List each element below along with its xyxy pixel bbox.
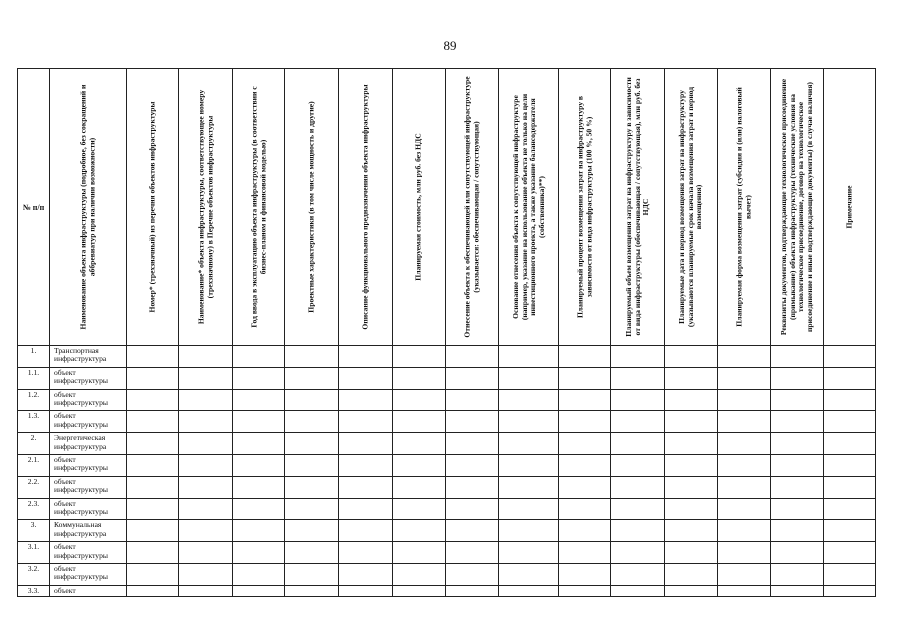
header-cell: [339, 69, 393, 346]
empty-cell: [665, 346, 718, 368]
empty-cell: [559, 454, 611, 476]
empty-cell: [718, 476, 771, 498]
empty-cell: [771, 520, 824, 542]
empty-cell: [339, 563, 393, 585]
header-text: Примечание: [844, 185, 854, 229]
header-text: Планируемая стоимость, млн руб. без НДС: [413, 133, 423, 281]
empty-cell: [718, 411, 771, 433]
header-cell: [771, 69, 824, 346]
empty-cell: [611, 585, 665, 596]
row-name: объект инфраструктуры: [50, 542, 127, 564]
empty-cell: [339, 454, 393, 476]
empty-cell: [718, 563, 771, 585]
empty-cell: [611, 411, 665, 433]
header-cell: [446, 69, 499, 346]
empty-cell: [339, 542, 393, 564]
empty-cell: [393, 389, 446, 411]
empty-cell: [179, 563, 233, 585]
empty-cell: [499, 346, 559, 368]
empty-cell: [233, 498, 285, 520]
empty-cell: [285, 585, 339, 596]
empty-cell: [233, 411, 285, 433]
table-row: [18, 563, 876, 585]
header-text: Год ввода в эксплуатацию объекта инфраструктуры (в соответствии с бизнес-планом и финансовой моделью): [248, 86, 267, 328]
header-text: Описание функционального предназначения объекта инфраструктуры: [360, 84, 370, 330]
empty-cell: [127, 498, 179, 520]
empty-cell: [127, 476, 179, 498]
empty-cell: [499, 367, 559, 389]
empty-cell: [127, 520, 179, 542]
empty-cell: [285, 433, 339, 455]
empty-cell: [771, 389, 824, 411]
empty-cell: [285, 346, 339, 368]
empty-cell: [499, 520, 559, 542]
empty-cell: [393, 542, 446, 564]
header-text: Основание отнесения объекта к сопутствующей инфраструктуре (например, указание на использование объекта не только на цели инвестиционного проекта, а также указание балансодержателя (собственника)**): [510, 93, 546, 321]
header-cell: [665, 69, 718, 346]
empty-cell: [339, 411, 393, 433]
empty-cell: [179, 433, 233, 455]
header-num-text: № п/п: [22, 202, 45, 212]
empty-cell: [611, 346, 665, 368]
empty-cell: [665, 411, 718, 433]
empty-cell: [559, 498, 611, 520]
empty-cell: [665, 542, 718, 564]
empty-cell: [771, 476, 824, 498]
table-row: [18, 585, 876, 596]
empty-cell: [179, 346, 233, 368]
empty-cell: [718, 367, 771, 389]
empty-cell: [824, 498, 876, 520]
empty-cell: [718, 520, 771, 542]
row-number: 2.2.: [18, 476, 50, 498]
header-text: Планируемый объем возмещения затрат на инфраструктуру в зависимости от вида инфраструктуры (обеспечивающая / сопутствующая), млн руб. без НДС: [623, 77, 650, 337]
empty-cell: [127, 389, 179, 411]
row-number: 1.3.: [18, 411, 50, 433]
empty-cell: [233, 433, 285, 455]
empty-cell: [824, 520, 876, 542]
header-cell: [233, 69, 285, 346]
row-name: Транспортная инфраструктура: [50, 346, 127, 368]
empty-cell: [393, 476, 446, 498]
empty-cell: [285, 542, 339, 564]
row-number: 3.2.: [18, 563, 50, 585]
header-cell: [179, 69, 233, 346]
empty-cell: [179, 520, 233, 542]
empty-cell: [127, 411, 179, 433]
empty-cell: [179, 498, 233, 520]
empty-cell: [393, 520, 446, 542]
header-cell: [50, 69, 127, 346]
empty-cell: [665, 433, 718, 455]
empty-cell: [824, 585, 876, 596]
empty-cell: [824, 346, 876, 368]
infrastructure-table: [17, 68, 876, 597]
empty-cell: [771, 367, 824, 389]
table-row: [18, 411, 876, 433]
empty-cell: [771, 585, 824, 596]
empty-cell: [771, 498, 824, 520]
empty-cell: [718, 585, 771, 596]
empty-cell: [824, 563, 876, 585]
empty-cell: [718, 346, 771, 368]
empty-cell: [771, 542, 824, 564]
empty-cell: [665, 585, 718, 596]
empty-cell: [499, 585, 559, 596]
empty-cell: [446, 433, 499, 455]
table-row: [18, 367, 876, 389]
empty-cell: [233, 520, 285, 542]
row-name: объект инфраструктуры: [50, 498, 127, 520]
empty-cell: [446, 346, 499, 368]
empty-cell: [285, 498, 339, 520]
empty-cell: [393, 563, 446, 585]
empty-cell: [285, 454, 339, 476]
header-text: Наименование* объекта инфраструктуры, соответствующее номеру (трехзначному) в Перечне объектов инфраструктуры: [195, 89, 214, 325]
empty-cell: [233, 454, 285, 476]
table-row: [18, 454, 876, 476]
empty-cell: [127, 563, 179, 585]
header-text: Номер* (трехзначный) из перечня объектов инфраструктуры: [147, 101, 157, 313]
header-text: Планируемая форма возмещения затрат (субсидия и (или) налоговый вычет): [734, 87, 752, 327]
header-text: Планируемые дата и период возмещения затрат на инфраструктуру (указываются планируемые срок начала возмещения затрат и период возмещения): [677, 86, 704, 328]
empty-cell: [559, 563, 611, 585]
empty-cell: [393, 411, 446, 433]
empty-cell: [559, 389, 611, 411]
table-row: [18, 389, 876, 411]
empty-cell: [285, 367, 339, 389]
empty-cell: [179, 389, 233, 411]
empty-cell: [446, 542, 499, 564]
row-number: 3.3.: [18, 585, 50, 596]
empty-cell: [127, 433, 179, 455]
row-name: объект инфраструктуры: [50, 367, 127, 389]
empty-cell: [611, 542, 665, 564]
empty-cell: [285, 563, 339, 585]
empty-cell: [179, 454, 233, 476]
empty-cell: [611, 433, 665, 455]
empty-cell: [339, 498, 393, 520]
empty-cell: [718, 498, 771, 520]
empty-cell: [824, 542, 876, 564]
empty-cell: [446, 520, 499, 542]
header-text: Планируемый процент возмещения затрат на инфраструктуру в зависимости от вида инфраструктуры (100 %, 50 %): [574, 95, 593, 319]
empty-cell: [665, 367, 718, 389]
empty-cell: [127, 367, 179, 389]
empty-cell: [499, 542, 559, 564]
empty-cell: [611, 520, 665, 542]
empty-cell: [339, 389, 393, 411]
empty-cell: [446, 454, 499, 476]
empty-cell: [499, 433, 559, 455]
empty-cell: [339, 367, 393, 389]
header-text: Отнесение объекта к обеспечивающей или сопутствующей инфраструктуре (указывается: обеспечивающая / сопутствующая): [462, 76, 480, 338]
empty-cell: [559, 433, 611, 455]
table-header-row: [18, 69, 876, 346]
empty-cell: [559, 585, 611, 596]
empty-cell: [233, 563, 285, 585]
row-number: 1.: [18, 346, 50, 368]
header-cell: [559, 69, 611, 346]
empty-cell: [824, 389, 876, 411]
empty-cell: [559, 367, 611, 389]
header-cell: [611, 69, 665, 346]
table-row: [18, 346, 876, 368]
row-name: Коммунальная инфраструктура: [50, 520, 127, 542]
empty-cell: [446, 411, 499, 433]
empty-cell: [499, 476, 559, 498]
header-cell: [285, 69, 339, 346]
row-name: Энергетическая инфраструктура: [50, 433, 127, 455]
empty-cell: [179, 585, 233, 596]
empty-cell: [127, 542, 179, 564]
empty-cell: [611, 454, 665, 476]
empty-cell: [771, 346, 824, 368]
empty-cell: [824, 454, 876, 476]
empty-cell: [233, 367, 285, 389]
row-name: объект инфраструктуры: [50, 454, 127, 476]
empty-cell: [824, 476, 876, 498]
empty-cell: [611, 367, 665, 389]
row-number: 3.: [18, 520, 50, 542]
empty-cell: [285, 520, 339, 542]
empty-cell: [179, 367, 233, 389]
row-name: объект: [50, 585, 127, 596]
empty-cell: [718, 542, 771, 564]
empty-cell: [285, 389, 339, 411]
page-number: 89: [443, 38, 457, 53]
empty-cell: [339, 476, 393, 498]
empty-cell: [718, 454, 771, 476]
empty-cell: [393, 346, 446, 368]
empty-cell: [233, 346, 285, 368]
empty-cell: [339, 585, 393, 596]
empty-cell: [665, 476, 718, 498]
empty-cell: [824, 433, 876, 455]
row-name: объект инфраструктуры: [50, 476, 127, 498]
table-row: [18, 498, 876, 520]
empty-cell: [446, 498, 499, 520]
empty-cell: [665, 498, 718, 520]
row-number: 1.2.: [18, 389, 50, 411]
header-cell: [393, 69, 446, 346]
header-text: Наименование объекта инфраструктуры (подробное, без сокращений и аббревиатур при наличии возможности): [78, 84, 96, 330]
empty-cell: [665, 454, 718, 476]
empty-cell: [446, 585, 499, 596]
empty-cell: [665, 520, 718, 542]
empty-cell: [179, 411, 233, 433]
empty-cell: [285, 411, 339, 433]
empty-cell: [446, 476, 499, 498]
empty-cell: [559, 411, 611, 433]
empty-cell: [233, 542, 285, 564]
empty-cell: [127, 454, 179, 476]
row-name: объект инфраструктуры: [50, 389, 127, 411]
row-number: 2.3.: [18, 498, 50, 520]
empty-cell: [393, 454, 446, 476]
empty-cell: [499, 498, 559, 520]
header-text: Реквизиты документов, подтверждающие технологическое присоединение (примыкание) объекта инфраструктуры (технические условия на технологическое присоединение, договор на технологическое присоединение и иные подтверждающие документы) (в случае наличия): [778, 78, 814, 336]
header-cell: [499, 69, 559, 346]
empty-cell: [559, 346, 611, 368]
empty-cell: [665, 389, 718, 411]
empty-cell: [233, 585, 285, 596]
table-row: [18, 520, 876, 542]
empty-cell: [393, 433, 446, 455]
empty-cell: [559, 542, 611, 564]
empty-cell: [611, 498, 665, 520]
empty-cell: [393, 367, 446, 389]
empty-cell: [771, 433, 824, 455]
empty-cell: [339, 433, 393, 455]
empty-cell: [393, 585, 446, 596]
empty-cell: [824, 411, 876, 433]
empty-cell: [559, 476, 611, 498]
empty-cell: [446, 367, 499, 389]
empty-cell: [339, 520, 393, 542]
row-number: 2.1.: [18, 454, 50, 476]
empty-cell: [446, 389, 499, 411]
empty-cell: [127, 346, 179, 368]
empty-cell: [771, 454, 824, 476]
empty-cell: [179, 476, 233, 498]
row-number: 3.1.: [18, 542, 50, 564]
empty-cell: [771, 563, 824, 585]
empty-cell: [665, 563, 718, 585]
header-text: Проектные характеристики (в том числе мощность и другие): [306, 101, 316, 313]
empty-cell: [771, 411, 824, 433]
table-body: [18, 346, 876, 597]
empty-cell: [179, 542, 233, 564]
empty-cell: [233, 389, 285, 411]
empty-cell: [127, 585, 179, 596]
row-number: 1.1.: [18, 367, 50, 389]
empty-cell: [718, 389, 771, 411]
empty-cell: [559, 520, 611, 542]
header-num: [18, 69, 50, 346]
empty-cell: [393, 498, 446, 520]
table-row: [18, 433, 876, 455]
empty-cell: [611, 563, 665, 585]
empty-cell: [499, 563, 559, 585]
header-cell: [718, 69, 771, 346]
empty-cell: [499, 411, 559, 433]
header-cell: [824, 69, 876, 346]
header-cell: [127, 69, 179, 346]
empty-cell: [285, 476, 339, 498]
empty-cell: [824, 367, 876, 389]
empty-cell: [611, 389, 665, 411]
table-row: [18, 476, 876, 498]
empty-cell: [718, 433, 771, 455]
empty-cell: [499, 389, 559, 411]
empty-cell: [446, 563, 499, 585]
empty-cell: [339, 346, 393, 368]
empty-cell: [611, 476, 665, 498]
row-name: объект инфраструктуры: [50, 563, 127, 585]
empty-cell: [233, 476, 285, 498]
row-number: 2.: [18, 433, 50, 455]
empty-cell: [499, 454, 559, 476]
table-row: [18, 542, 876, 564]
row-name: объект инфраструктуры: [50, 411, 127, 433]
